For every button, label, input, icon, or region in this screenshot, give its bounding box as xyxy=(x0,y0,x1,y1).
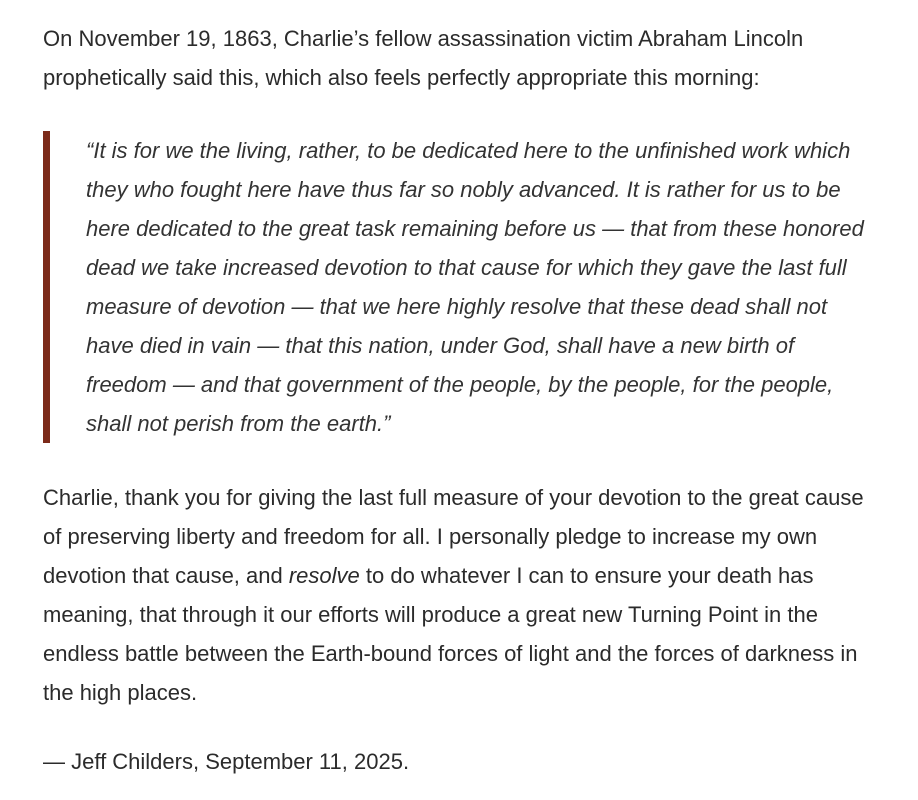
closing-text-end: to do whatever I can to ensure your death has meaning, that through it our efforts will produce a great new Turning Point in the endless battle between the Earth-bound forces of light and the forces of darkness in the high places. xyxy=(43,563,858,705)
lincoln-quote-text: “It is for we the living, rather, to be dedicated here to the unfinished work which they who fought here have thus far so nobly advanced. It is rather for us to be here dedicated to the great task remaining before us — that from these honored dead we take increased devotion to that cause for which they gave the last full measure of devotion — that we here highly resolve that these dead shall not have died in vain — that this nation, under God, shall have a new birth of freedom — and that government of the people, by the people, for the people, shall not perish from the earth.” xyxy=(86,138,864,436)
intro-paragraph: On November 19, 1863, Charlie’s fellow assassination victim Abraham Lincoln prophetically said this, which also feels perfectly appropriate this morning: xyxy=(43,26,804,90)
closing-paragraph xyxy=(43,478,879,712)
lincoln-quote-blockquote xyxy=(43,131,879,443)
closing-emphasis-word: resolve xyxy=(288,563,360,588)
signature-line: — Jeff Childers, September 11, 2025. xyxy=(43,749,410,774)
article-body xyxy=(43,19,879,781)
closing-text-start: Charlie, thank you for giving the last full measure of your devotion to the great cause of preserving liberty and freedom for all. I personally pledge to increase my own devotion that cause, and xyxy=(43,485,864,588)
